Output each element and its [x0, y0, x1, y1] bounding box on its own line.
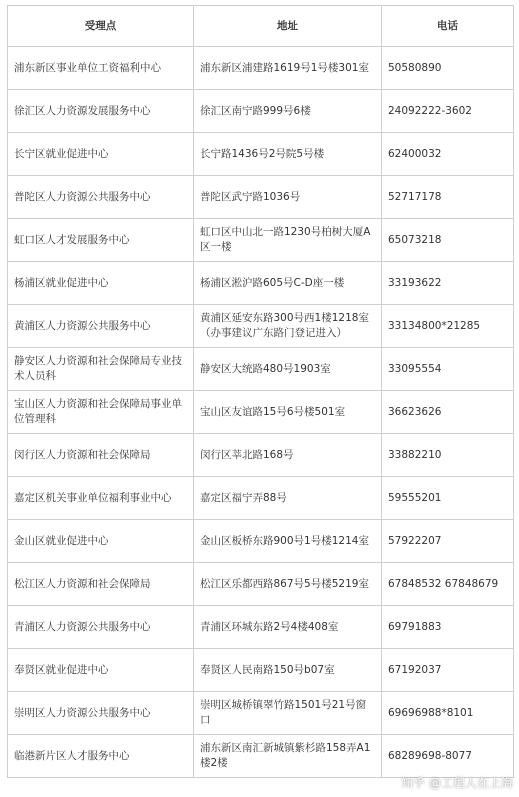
- table-row: [8, 520, 514, 563]
- header-address: 地址: [194, 6, 382, 47]
- header-office: 受理点: [8, 6, 194, 47]
- office-cell: 静安区人力资源和社会保障局专业技术人员科: [8, 348, 194, 391]
- table-row: [8, 176, 514, 219]
- phone-cell: 33095554: [382, 348, 514, 391]
- table-row: [8, 391, 514, 434]
- table-row: [8, 133, 514, 176]
- address-cell: 静安区大统路480号1903室: [194, 348, 382, 391]
- phone-cell: 59555201: [382, 477, 514, 520]
- table-row: [8, 606, 514, 649]
- table-row: [8, 434, 514, 477]
- phone-cell: 67192037: [382, 649, 514, 692]
- service-points-table: [7, 5, 514, 778]
- office-cell: 宝山区人力资源和社会保障局事业单位管理科: [8, 391, 194, 434]
- table-row: [8, 649, 514, 692]
- office-cell: 闵行区人力资源和社会保障局: [8, 434, 194, 477]
- phone-cell: 33134800*21285: [382, 305, 514, 348]
- header-phone: 电话: [382, 6, 514, 47]
- office-cell: 临港新片区人才服务中心: [8, 735, 194, 778]
- address-cell: 浦东新区浦建路1619号1号楼301室: [194, 47, 382, 90]
- table-row: [8, 219, 514, 262]
- phone-cell: 69696988*8101: [382, 692, 514, 735]
- office-cell: 黄浦区人力资源公共服务中心: [8, 305, 194, 348]
- address-cell: 普陀区武宁路1036号: [194, 176, 382, 219]
- address-cell: 松江区乐都西路867号5号楼5219室: [194, 563, 382, 606]
- table-row: [8, 692, 514, 735]
- address-cell: 黄浦区延安东路300号西1楼1218室（办事建议广东路门登记进入）: [194, 305, 382, 348]
- table-row: [8, 47, 514, 90]
- office-cell: 嘉定区机关事业单位福利事业中心: [8, 477, 194, 520]
- office-cell: 杨浦区就业促进中心: [8, 262, 194, 305]
- office-cell: 浦东新区事业单位工资福利中心: [8, 47, 194, 90]
- office-cell: 奉贤区就业促进中心: [8, 649, 194, 692]
- office-cell: 松江区人力资源和社会保障局: [8, 563, 194, 606]
- table-row: [8, 305, 514, 348]
- address-cell: 长宁路1436号2号院5号楼: [194, 133, 382, 176]
- phone-cell: 52717178: [382, 176, 514, 219]
- office-cell: 金山区就业促进中心: [8, 520, 194, 563]
- table-row: [8, 262, 514, 305]
- table-row: [8, 735, 514, 778]
- table-row: [8, 563, 514, 606]
- address-cell: 徐汇区南宁路999号6楼: [194, 90, 382, 133]
- phone-cell: 65073218: [382, 219, 514, 262]
- address-cell: 奉贤区人民南路150号b07室: [194, 649, 382, 692]
- table-body: [8, 47, 514, 778]
- phone-cell: 24092222-3602: [382, 90, 514, 133]
- address-cell: 青浦区环城东路2号4楼408室: [194, 606, 382, 649]
- table-row: [8, 477, 514, 520]
- office-cell: 普陀区人力资源公共服务中心: [8, 176, 194, 219]
- office-cell: 崇明区人力资源公共服务中心: [8, 692, 194, 735]
- office-cell: 徐汇区人力资源发展服务中心: [8, 90, 194, 133]
- table-row: [8, 348, 514, 391]
- address-cell: 嘉定区福宁弄88号: [194, 477, 382, 520]
- phone-cell: 33882210: [382, 434, 514, 477]
- office-cell: 虹口区人才发展服务中心: [8, 219, 194, 262]
- address-cell: 虹口区中山北一路1230号柏树大厦A区一楼: [194, 219, 382, 262]
- phone-cell: 67848532 67848679: [382, 563, 514, 606]
- address-cell: 杨浦区淞沪路605号C-D座一楼: [194, 262, 382, 305]
- address-cell: 浦东新区南汇新城镇紫杉路158弄A1楼2楼: [194, 735, 382, 778]
- phone-cell: 62400032: [382, 133, 514, 176]
- address-cell: 宝山区友谊路15号6号楼501室: [194, 391, 382, 434]
- address-cell: 崇明区城桥镇翠竹路1501号21号窗口: [194, 692, 382, 735]
- table-row: [8, 90, 514, 133]
- office-cell: 青浦区人力资源公共服务中心: [8, 606, 194, 649]
- phone-cell: 69791883: [382, 606, 514, 649]
- phone-cell: 68289698-8077: [382, 735, 514, 778]
- table-header-row: [8, 6, 514, 47]
- office-cell: 长宁区就业促进中心: [8, 133, 194, 176]
- phone-cell: 57922207: [382, 520, 514, 563]
- phone-cell: 50580890: [382, 47, 514, 90]
- watermark: 知乎 @工程人在上海: [401, 776, 513, 790]
- phone-cell: 33193622: [382, 262, 514, 305]
- address-cell: 闵行区莘北路168号: [194, 434, 382, 477]
- address-cell: 金山区板桥东路900号1号楼1214室: [194, 520, 382, 563]
- phone-cell: 36623626: [382, 391, 514, 434]
